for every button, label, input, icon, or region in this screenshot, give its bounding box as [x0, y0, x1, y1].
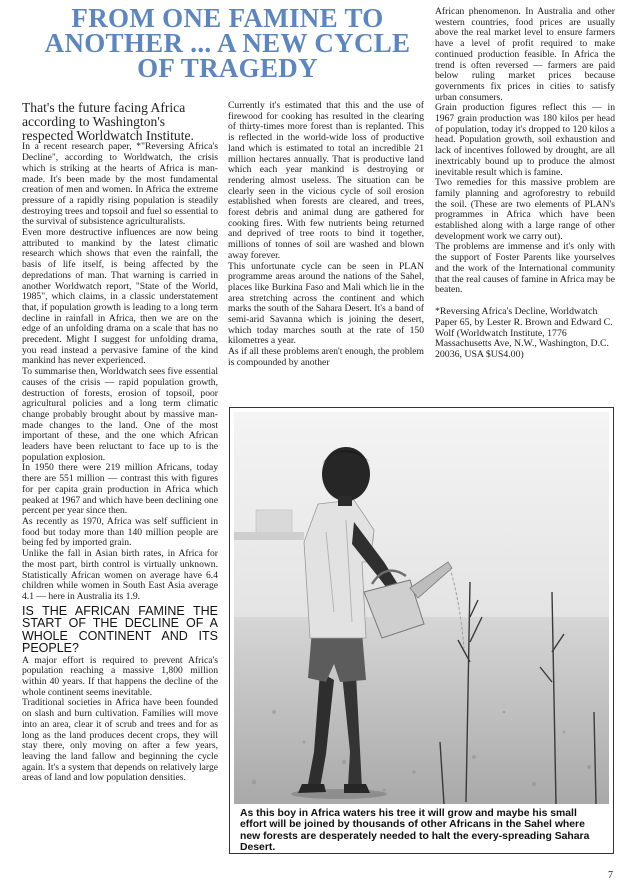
body-paragraph: Two remedies for this massive problem are family planning and agroforestry to rebuild the soil. (These are two elements of PLAN's programmes in Africa which have been established along with a large range of other development work we carry out).	[435, 177, 615, 242]
body-paragraph: Even more destructive influences are now being attributed to mankind by the latest climatic research which shows that even the rainfall, the basis of life itself, is being affected by the depredations of man. That warning is carried in another Worldwatch report, "State of the World, 1985", which claims, in a classic understatement that, if population growth is leading to a long term decline in rainfall in Africa, then we are on the edge of an unfolding drama on a scale that has no precedent. Might I suggest for unfolding drama, you read instead a pervasive famine of the kind mankind has never experienced.	[22, 227, 218, 367]
photo-frame	[229, 407, 614, 854]
reference-footnote: *Reversing Africa's Decline, Worldwatch Paper 65, by Lester R. Brown and Edward C. Wolf (Worldwatch Institute, 1776 Massachusetts Ave, N.W., Washington, D.C. 20036, USA $US4.00)	[435, 305, 613, 361]
body-paragraph: Currently it's estimated that this and the use of firewood for cooking has resulted in the clearing of thirty-times more forest than is replanted. This is reflected in the world-wide loss of productive land which is estimated to total an incredible 21 million hectares annually. That is productive land which each year mankind is destroying or rendering almost useless. The situation can be clearly seen in the vicious cycle of soil erosion established when forests are cleared, and trees, forest debris and animal dung are gathered for cooking fires. With few nutrients being returned and deprived of tree roots to bind it together, millions of tonnes of soil are washed and blown away forever.	[228, 100, 424, 261]
page-number: 7	[608, 870, 613, 881]
intro-text: That's the future facing Africa according to Washington's respected Worldwatch Institute.	[22, 100, 194, 143]
headline-line: OF TRAGEDY	[137, 53, 318, 83]
column-left	[22, 101, 218, 784]
photo-caption: As this boy in Africa waters his tree it will grow and maybe his small effort will be joined by thousands of other Africans in the Sahel where new forests are desperately needed to halt the every-spreading Sahara Desert.	[240, 808, 590, 853]
article-headline	[30, 3, 425, 83]
column-right	[435, 7, 615, 361]
body-paragraph: This unfortunate cycle can be seen in PLAN programme areas around the nations of the Sahel, places like Burkina Faso and Mali which lie in the area stretching across the continent and which marks the south of the Sahara Desert. It's a band of semi-arid Savanna which is joining the desert, which today marches south at the rate of 150 kilometres a year.	[228, 260, 424, 347]
body-paragraph: In 1950 there were 219 million Africans, today there are 551 million — contrast this with figures for per capita grain production in Africa which peaked at 1967 and which have been declining one percent per year since then.	[22, 462, 218, 517]
section-subheading: IS THE AFRICAN FAMINE THE START OF THE DECLINE OF A WHOLE CONTINENT AND ITS PEOPLE?	[22, 603, 218, 656]
body-paragraph: As if all these problems aren't enough, the problem is compounded by another	[228, 346, 424, 368]
headline-line: FROM ONE FAMINE TO	[71, 3, 384, 33]
column-middle	[228, 101, 424, 369]
body-paragraph: African phenomenon. In Australia and other western countries, food prices are usually above the real market level to ensure farmers have a level of profit required to make continued production feasible. In Africa the trend is often reversed — farmers are paid below ruling market prices because governments fix prices in cities to satisfy urban consumers.	[435, 6, 615, 103]
body-paragraph: In a recent research paper, *"Reversing Africa's Decline", according to Worldwatch, the crisis which is striking at the hearts of Africa is man-made. It's been made by the most fundamental creation of men and women. In Africa the extreme pressure of a rapidly rising population is steadily destroying trees and topsoil and fuel so essential to the survival of subsistence agriculturalists.	[22, 141, 218, 228]
body-paragraph: The problems are immense and it's only with the support of Foster Parents like yourselves and the work of the International community that the real causes of famine in Africa may be beaten.	[435, 241, 615, 296]
headline-line: ANOTHER ... A NEW CYCLE	[44, 28, 411, 58]
body-paragraph: A major effort is required to prevent Africa's population reaching a massive 1,800 million within 40 years. If that happens the decline of the whole continent seems inevitable.	[22, 654, 218, 698]
body-paragraph: Traditional societies in Africa have been founded on slash and burn cultivation. Families will move into an area, clear it of scrub and trees and for as long as the land produces decent crops, they will stay there, only moving on after a few years, leaving the land fallow and beginning the cycle again. It's a system that depends on relatively large areas of land and low population densities.	[22, 697, 218, 784]
body-paragraph: As recently as 1970, Africa was self sufficient in food but today more than 140 million people are being fed by imported grain.	[22, 516, 218, 549]
body-paragraph: To summarise then, Worldwatch sees five essential causes of the crisis — rapid population growth, destruction of forests, erosion of topsoil, poor agricultural policies and a long term climatic change probably brought about by massive man-made changes to the land. One of the most important of these, and the one which African leaders have been reluctant to face up to is the population explosion.	[22, 366, 218, 463]
body-paragraph: Grain production figures reflect this — in 1967 grain production was 180 kilos per head of population, today it's dropped to 120 kilos a head. Population growth, soil exhaustion and lack of incentives followed by drought, are all inextricably bound up to produce the almost inevitable result which is famine.	[435, 102, 615, 178]
photo-boy-watering-tree	[234, 412, 609, 804]
body-paragraph: Unlike the fall in Asian birth rates, in Africa for the most part, birth control is virtually unknown. Statistically African women on average have 6.4 children while women in South East Asia average 4.1 — here in Australia its 1.9.	[22, 548, 218, 602]
